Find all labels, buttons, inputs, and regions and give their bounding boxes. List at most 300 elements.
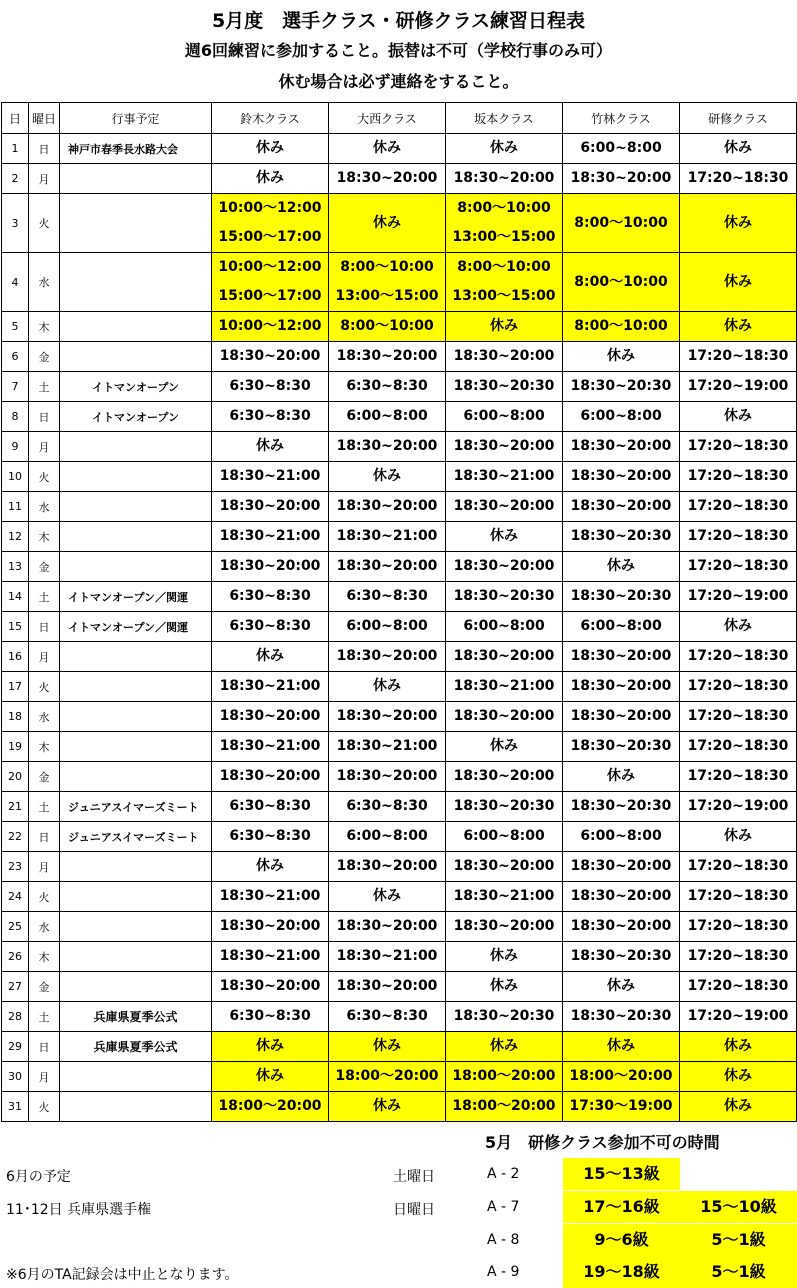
schedule-cell-onishi [329, 372, 446, 402]
time-slot: 17:20~18:30 [687, 678, 789, 694]
time-slot: 17:20~18:30 [687, 648, 789, 664]
weekday-cell: 土 [29, 582, 60, 612]
table-row [2, 1032, 797, 1062]
weekday-cell: 火 [29, 462, 60, 492]
day-cell: 12 [2, 522, 29, 552]
time-slot: 18:30~20:00 [336, 858, 438, 874]
time-slot: 休み [490, 140, 518, 156]
schedule-cell-onishi [329, 342, 446, 372]
grade-label: A - 9 [487, 1264, 520, 1280]
time-slot: 休み [724, 1038, 752, 1054]
time-slot: 6:30~8:30 [346, 378, 428, 394]
schedule-cell-onishi [329, 1062, 446, 1092]
table-row [2, 342, 797, 372]
schedule-cell-onishi [329, 134, 446, 164]
time-slot: 17:20~18:30 [687, 468, 789, 484]
event-cell: ジュニアスイマーズミート [60, 792, 212, 822]
time-slot: 17:20~19:00 [687, 798, 789, 814]
day-cell: 5 [2, 312, 29, 342]
event-cell [60, 942, 212, 972]
subtitle-rule: 週6回練習に参加すること。振替は不可（学校行事のみ可） [184, 41, 613, 60]
table-row [2, 402, 797, 432]
time-slot: 休み [256, 648, 284, 664]
time-slot: 休み [607, 348, 635, 364]
time-slot: 17:20~18:30 [687, 738, 789, 754]
weekday-cell: 木 [29, 942, 60, 972]
table-row [2, 253, 797, 312]
schedule-cell-suzuki [212, 342, 329, 372]
table-row [2, 492, 797, 522]
weekday-cell: 土 [29, 792, 60, 822]
june-note: ※6月のTA記録会は中止となります。 [6, 1267, 239, 1283]
time-slot: 17:20~18:30 [687, 978, 789, 994]
day-cell: 20 [2, 762, 29, 792]
weekday-cell: 火 [29, 194, 60, 253]
table-row [2, 852, 797, 882]
schedule-cell-kenshu [680, 1032, 797, 1062]
time-slot: 18:30~20:30 [570, 948, 672, 964]
event-cell [60, 642, 212, 672]
time-slot: 18:30~21:00 [336, 738, 438, 754]
sunday-label: 日曜日 [393, 1202, 435, 1218]
time-slot: 17:20~18:30 [687, 170, 789, 186]
event-cell [60, 164, 212, 194]
time-slot: 6:30~8:30 [346, 798, 428, 814]
time-slot: 17:20~18:30 [687, 558, 789, 574]
time-slot: 8:00～10:00 [574, 273, 668, 290]
time-slot: 17:20~18:30 [687, 528, 789, 544]
time-slot: 18:30~20:00 [570, 858, 672, 874]
schedule-cell-sakamoto [446, 164, 563, 194]
schedule-cell-onishi [329, 702, 446, 732]
weekday-cell: 日 [29, 822, 60, 852]
schedule-cell-kenshu [680, 492, 797, 522]
table-row [2, 462, 797, 492]
day-cell: 30 [2, 1062, 29, 1092]
time-slot: 休み [607, 1038, 635, 1054]
time-slot: 6:00~8:00 [463, 408, 545, 424]
day-cell: 7 [2, 372, 29, 402]
header-onishi: 大西クラス [329, 103, 446, 134]
weekday-cell: 日 [29, 612, 60, 642]
day-cell: 31 [2, 1092, 29, 1122]
schedule-cell-sakamoto [446, 402, 563, 432]
time-slot: 8:00～10:00 [574, 214, 668, 231]
time-slot: 18:30~20:00 [219, 348, 321, 364]
table-row [2, 432, 797, 462]
schedule-cell-onishi [329, 164, 446, 194]
schedule-cell-suzuki [212, 462, 329, 492]
weekday-cell: 月 [29, 642, 60, 672]
time-slot: 17:20~18:30 [687, 888, 789, 904]
day-cell: 26 [2, 942, 29, 972]
day-cell: 17 [2, 672, 29, 702]
schedule-cell-sakamoto [446, 312, 563, 342]
schedule-cell-suzuki [212, 194, 329, 253]
time-slot: 休み [490, 738, 518, 754]
day-cell: 3 [2, 194, 29, 253]
table-row [2, 1062, 797, 1092]
time-slot: 休み [724, 828, 752, 844]
schedule-cell-onishi [329, 642, 446, 672]
day-cell: 27 [2, 972, 29, 1002]
schedule-cell-onishi [329, 732, 446, 762]
time-slot: 休み [256, 438, 284, 454]
time-slot: 6:00~8:00 [463, 618, 545, 634]
weekday-cell: 水 [29, 702, 60, 732]
time-slot: 18:30~20:30 [570, 1008, 672, 1024]
time-slot: 18:30~21:00 [336, 528, 438, 544]
time-slot: 18:30~20:00 [336, 438, 438, 454]
schedule-cell-suzuki [212, 552, 329, 582]
schedule-cell-takebayashi [563, 822, 680, 852]
schedule-cell-kenshu [680, 702, 797, 732]
schedule-cell-sakamoto [446, 552, 563, 582]
schedule-cell-kenshu [680, 462, 797, 492]
schedule-cell-takebayashi [563, 402, 680, 432]
schedule-cell-onishi [329, 194, 446, 253]
time-slot: 18:30~21:00 [453, 468, 555, 484]
header-takebayashi: 竹林クラス [563, 103, 680, 134]
weekday-cell: 木 [29, 732, 60, 762]
table-row [2, 522, 797, 552]
grade-sat-cell: 9～6級 [563, 1224, 680, 1256]
table-row [2, 792, 797, 822]
june-championship: 11･12日 兵庫県選手権 [6, 1202, 152, 1218]
time-slot: 17:30～19:00 [569, 1098, 673, 1114]
weekday-cell: 月 [29, 852, 60, 882]
schedule-cell-onishi [329, 792, 446, 822]
time-slot: 17:20~19:00 [687, 588, 789, 604]
time-slot: 18:30~21:00 [219, 948, 321, 964]
schedule-cell-kenshu [680, 672, 797, 702]
event-cell: ジュニアスイマーズミート [60, 822, 212, 852]
time-slot: 休み [256, 140, 284, 156]
schedule-cell-suzuki [212, 1002, 329, 1032]
header-weekday: 曜日 [29, 103, 60, 134]
schedule-cell-sakamoto [446, 1032, 563, 1062]
table-row [2, 672, 797, 702]
day-cell: 4 [2, 253, 29, 312]
header-event: 行事予定 [60, 103, 212, 134]
time-slot: 17:20~18:30 [687, 858, 789, 874]
schedule-cell-kenshu [680, 642, 797, 672]
time-slot: 13:00～15:00 [335, 288, 439, 304]
time-slot: 18:30~20:00 [453, 558, 555, 574]
schedule-cell-sakamoto [446, 612, 563, 642]
time-slot: 休み [256, 1038, 284, 1054]
schedule-cell-kenshu [680, 882, 797, 912]
weekday-cell: 日 [29, 402, 60, 432]
schedule-cell-onishi [329, 253, 446, 312]
schedule-cell-kenshu [680, 164, 797, 194]
schedule-cell-takebayashi [563, 702, 680, 732]
event-cell [60, 342, 212, 372]
time-slot: 18:30~20:30 [570, 588, 672, 604]
day-cell: 14 [2, 582, 29, 612]
schedule-cell-sakamoto [446, 942, 563, 972]
time-slot: 休み [724, 318, 752, 334]
day-cell: 6 [2, 342, 29, 372]
time-slot: 18:30~20:00 [336, 498, 438, 514]
schedule-cell-sakamoto [446, 642, 563, 672]
time-slot: 18:30~20:30 [570, 738, 672, 754]
time-slot: 17:20~18:30 [687, 708, 789, 724]
schedule-cell-suzuki [212, 912, 329, 942]
schedule-cell-suzuki [212, 972, 329, 1002]
time-slot: 18:30~20:00 [453, 170, 555, 186]
event-cell [60, 762, 212, 792]
schedule-cell-takebayashi [563, 672, 680, 702]
schedule-cell-takebayashi [563, 1062, 680, 1092]
time-slot: 8:00～10:00 [574, 318, 668, 334]
time-slot: 18:30~20:00 [570, 678, 672, 694]
schedule-cell-suzuki [212, 882, 329, 912]
table-row [2, 312, 797, 342]
weekday-cell: 金 [29, 762, 60, 792]
time-slot: 17:20~18:30 [687, 768, 789, 784]
time-slot: 休み [373, 1038, 401, 1054]
event-cell [60, 702, 212, 732]
schedule-cell-kenshu [680, 552, 797, 582]
time-slot: 休み [373, 1098, 401, 1114]
weekday-cell: 火 [29, 1092, 60, 1122]
schedule-cell-takebayashi [563, 194, 680, 253]
time-slot: 6:00~8:00 [580, 618, 662, 634]
schedule-cell-takebayashi [563, 732, 680, 762]
saturday-label: 土曜日 [393, 1169, 435, 1185]
schedule-cell-suzuki [212, 1032, 329, 1062]
schedule-cell-onishi [329, 942, 446, 972]
time-slot: 18:30~20:00 [219, 558, 321, 574]
time-slot: 10:00～12:00 [218, 318, 322, 334]
time-slot: 18:30~20:00 [219, 708, 321, 724]
event-cell [60, 253, 212, 312]
weekday-cell: 日 [29, 1032, 60, 1062]
day-cell: 10 [2, 462, 29, 492]
time-slot: 18:30~21:00 [219, 468, 321, 484]
time-slot: 6:30~8:30 [229, 378, 311, 394]
schedule-cell-suzuki [212, 822, 329, 852]
schedule-cell-onishi [329, 522, 446, 552]
event-cell [60, 972, 212, 1002]
time-slot: 17:20~19:00 [687, 1008, 789, 1024]
time-slot: 18:30~20:00 [570, 438, 672, 454]
day-cell: 8 [2, 402, 29, 432]
time-slot: 休み [607, 768, 635, 784]
weekday-cell: 水 [29, 253, 60, 312]
schedule-cell-sakamoto [446, 134, 563, 164]
day-cell: 16 [2, 642, 29, 672]
time-slot: 6:00~8:00 [346, 618, 428, 634]
day-cell: 9 [2, 432, 29, 462]
schedule-cell-takebayashi [563, 882, 680, 912]
time-slot: 6:30~8:30 [229, 798, 311, 814]
time-slot: 休み [490, 948, 518, 964]
day-cell: 25 [2, 912, 29, 942]
schedule-cell-suzuki [212, 402, 329, 432]
event-cell: イトマンオープン／関運 [60, 582, 212, 612]
schedule-cell-sakamoto [446, 372, 563, 402]
time-slot: 18:30~21:00 [453, 678, 555, 694]
time-slot: 6:30~8:30 [346, 588, 428, 604]
time-slot: 18:30~20:00 [453, 918, 555, 934]
time-slot: 休み [724, 140, 752, 156]
time-slot: 13:00～15:00 [452, 288, 556, 304]
grade-label: A - 7 [487, 1199, 520, 1215]
time-slot: 休み [373, 678, 401, 694]
weekday-cell: 水 [29, 912, 60, 942]
time-slot: 8:00～10:00 [340, 259, 434, 275]
schedule-cell-onishi [329, 672, 446, 702]
schedule-cell-sakamoto [446, 972, 563, 1002]
schedule-cell-kenshu [680, 762, 797, 792]
schedule-cell-takebayashi [563, 642, 680, 672]
time-slot: 6:00~8:00 [346, 828, 428, 844]
day-cell: 28 [2, 1002, 29, 1032]
schedule-cell-takebayashi [563, 164, 680, 194]
time-slot: 18:30~20:00 [453, 858, 555, 874]
weekday-cell: 水 [29, 492, 60, 522]
table-row [2, 882, 797, 912]
schedule-cell-suzuki [212, 612, 329, 642]
time-slot: 休み [256, 858, 284, 874]
schedule-cell-kenshu [680, 402, 797, 432]
schedule-cell-kenshu [680, 342, 797, 372]
grade-sun-cell: 5～1級 [680, 1256, 797, 1288]
table-row [2, 942, 797, 972]
schedule-cell-onishi [329, 312, 446, 342]
day-cell: 29 [2, 1032, 29, 1062]
time-slot: 休み [373, 468, 401, 484]
schedule-cell-suzuki [212, 134, 329, 164]
event-cell [60, 432, 212, 462]
schedule-cell-kenshu [680, 372, 797, 402]
weekday-cell: 月 [29, 1062, 60, 1092]
schedule-cell-kenshu [680, 253, 797, 312]
schedule-cell-kenshu [680, 582, 797, 612]
table-row [2, 912, 797, 942]
time-slot: 8:00～10:00 [457, 259, 551, 275]
event-cell [60, 1062, 212, 1092]
time-slot: 18:30~21:00 [219, 528, 321, 544]
time-slot: 18:30~20:30 [453, 1008, 555, 1024]
schedule-cell-sakamoto [446, 732, 563, 762]
time-slot: 18:30~20:00 [336, 918, 438, 934]
schedule-cell-takebayashi [563, 612, 680, 642]
event-cell [60, 912, 212, 942]
schedule-cell-takebayashi [563, 342, 680, 372]
header-sakamoto: 坂本クラス [446, 103, 563, 134]
time-slot: 18:30~20:00 [336, 348, 438, 364]
schedule-cell-sakamoto [446, 1092, 563, 1122]
schedule-cell-takebayashi [563, 253, 680, 312]
schedule-cell-onishi [329, 492, 446, 522]
schedule-cell-sakamoto [446, 194, 563, 253]
schedule-cell-onishi [329, 762, 446, 792]
time-slot: 18:30~20:00 [570, 648, 672, 664]
schedule-cell-kenshu [680, 792, 797, 822]
time-slot: 休み [256, 170, 284, 186]
day-cell: 24 [2, 882, 29, 912]
time-slot: 6:30~8:30 [229, 828, 311, 844]
table-row [2, 612, 797, 642]
time-slot: 17:20~18:30 [687, 918, 789, 934]
weekday-cell: 火 [29, 882, 60, 912]
schedule-cell-sakamoto [446, 342, 563, 372]
schedule-cell-kenshu [680, 522, 797, 552]
time-slot: 18:30~20:00 [453, 438, 555, 454]
time-slot: 休み [373, 214, 401, 231]
time-slot: 18:30~20:00 [570, 708, 672, 724]
schedule-cell-takebayashi [563, 912, 680, 942]
schedule-cell-kenshu [680, 432, 797, 462]
schedule-cell-takebayashi [563, 972, 680, 1002]
june-schedule-label: 6月の予定 [6, 1169, 71, 1185]
schedule-cell-sakamoto [446, 522, 563, 552]
time-slot: 10:00～12:00 [218, 200, 322, 216]
time-slot: 18:30~20:00 [570, 498, 672, 514]
table-row [2, 164, 797, 194]
time-slot: 18:30~20:30 [570, 528, 672, 544]
schedule-cell-sakamoto [446, 462, 563, 492]
schedule-cell-kenshu [680, 972, 797, 1002]
grade-sun-cell: 5～1級 [680, 1224, 797, 1256]
time-slot: 13:00～15:00 [452, 229, 556, 245]
time-slot: 18:30~20:00 [570, 888, 672, 904]
day-cell: 13 [2, 552, 29, 582]
schedule-cell-takebayashi [563, 762, 680, 792]
schedule-cell-sakamoto [446, 492, 563, 522]
weekday-cell: 木 [29, 312, 60, 342]
schedule-cell-suzuki [212, 852, 329, 882]
time-slot: 18:30~21:00 [453, 888, 555, 904]
schedule-cell-kenshu [680, 1002, 797, 1032]
schedule-cell-takebayashi [563, 1032, 680, 1062]
time-slot: 17:20~18:30 [687, 498, 789, 514]
table-row [2, 822, 797, 852]
schedule-cell-takebayashi [563, 522, 680, 552]
weekday-cell: 月 [29, 432, 60, 462]
grade-label: A - 2 [487, 1166, 520, 1182]
schedule-cell-suzuki [212, 732, 329, 762]
time-slot: 18:00～20:00 [452, 1068, 556, 1084]
grade-sat-cell: 17～16級 [563, 1191, 680, 1223]
schedule-cell-takebayashi [563, 552, 680, 582]
schedule-cell-sakamoto [446, 912, 563, 942]
schedule-cell-suzuki [212, 253, 329, 312]
weekday-cell: 金 [29, 972, 60, 1002]
time-slot: 18:30~20:30 [453, 378, 555, 394]
time-slot: 18:30~20:00 [336, 768, 438, 784]
event-cell: 兵庫県夏季公式 [60, 1002, 212, 1032]
header-row [2, 103, 797, 134]
grade-sat-cell: 15～13級 [563, 1158, 680, 1190]
table-row [2, 702, 797, 732]
schedule-cell-takebayashi [563, 582, 680, 612]
grade-label: A - 8 [487, 1232, 520, 1248]
time-slot: 18:30~20:00 [453, 708, 555, 724]
table-row [2, 732, 797, 762]
time-slot: 18:00～20:00 [218, 1098, 322, 1114]
schedule-cell-sakamoto [446, 1002, 563, 1032]
time-slot: 18:30~20:00 [570, 918, 672, 934]
table-row [2, 762, 797, 792]
event-cell [60, 552, 212, 582]
schedule-cell-onishi [329, 552, 446, 582]
day-cell: 22 [2, 822, 29, 852]
time-slot: 18:30~20:00 [453, 768, 555, 784]
